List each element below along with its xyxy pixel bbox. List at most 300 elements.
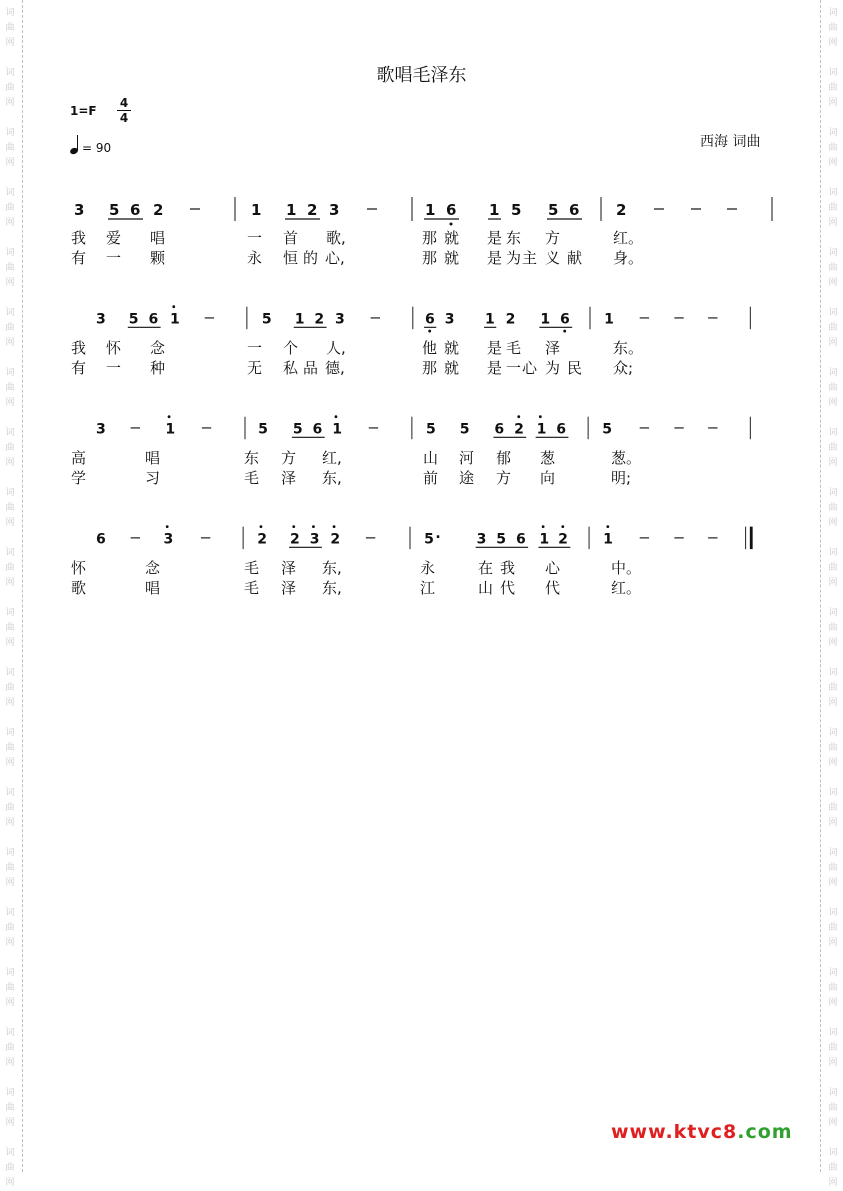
note: 1 <box>170 311 180 328</box>
watermark-char: 网 <box>5 878 15 888</box>
note: 2 <box>330 531 341 548</box>
lyric: 是 <box>487 339 503 357</box>
time-signature <box>117 96 131 125</box>
watermark-char: 网 <box>828 698 838 708</box>
watermark-char: 词 <box>5 308 15 318</box>
time-signature-bottom: 4 <box>117 110 131 125</box>
lyric: 众; <box>613 359 634 377</box>
lyric: 怀 <box>71 559 87 577</box>
watermark-char: 网 <box>828 638 838 648</box>
watermark-char: 网 <box>828 998 838 1008</box>
note: 1 <box>540 311 551 328</box>
watermark-char: 词 <box>5 1028 15 1038</box>
watermark-char: 词 <box>5 188 15 198</box>
watermark-char: 词 <box>828 308 838 318</box>
lyric: 念 <box>150 339 166 357</box>
note: 5 <box>496 531 507 548</box>
watermark-char: 网 <box>828 818 838 828</box>
note: 5 <box>548 201 559 219</box>
watermark-text <box>3 726 17 771</box>
watermark-char: 词 <box>828 488 838 498</box>
lyric: 东, <box>322 579 342 597</box>
watermark-char: 网 <box>828 878 838 888</box>
high-octave-dot <box>312 525 315 528</box>
watermark-char: 曲 <box>828 503 838 513</box>
watermark-char: 网 <box>828 38 838 48</box>
watermark-char: 网 <box>5 938 15 948</box>
right-border <box>820 0 821 1172</box>
lyric: 一 <box>106 249 122 267</box>
watermark-char: 曲 <box>828 383 838 393</box>
lyric: 中。 <box>611 559 642 577</box>
watermark-char: 曲 <box>828 923 838 933</box>
key-signature: 1=F <box>70 104 97 118</box>
lyric: 东, <box>322 469 342 487</box>
watermark-char: 曲 <box>5 23 15 33</box>
song-title: 歌唱毛泽东 <box>376 65 467 86</box>
high-octave-dot <box>292 525 295 528</box>
low-octave-dot <box>563 330 566 333</box>
lyric: 方 <box>496 469 512 487</box>
lyric: 那 <box>422 229 438 247</box>
lyric: 江 <box>420 579 436 597</box>
note: 2 <box>558 531 568 548</box>
note: 6 <box>560 311 570 328</box>
note: 1 <box>603 531 613 548</box>
watermark-char: 词 <box>5 68 15 78</box>
watermark-char: 曲 <box>5 803 15 813</box>
watermark-char: 网 <box>5 698 15 708</box>
watermark-char: 词 <box>828 1148 838 1158</box>
note: 1 <box>165 421 176 438</box>
watermark-text <box>3 6 17 51</box>
lyric: 民 <box>567 359 583 377</box>
lyric: 高 <box>71 449 87 467</box>
high-octave-dot <box>542 525 545 528</box>
logo-part-www: www. <box>611 1121 674 1143</box>
note: 3 <box>74 201 85 219</box>
lyric: 泽 <box>281 579 297 597</box>
lyric: 红, <box>322 449 342 467</box>
watermark-text <box>3 966 17 1011</box>
note: 2 <box>257 531 267 548</box>
lyric: 我 <box>500 559 516 577</box>
lyric: 学 <box>71 469 87 487</box>
logo-part-name: ktvc8 <box>673 1121 738 1143</box>
lyric: 一 <box>247 339 263 357</box>
note: 5 <box>292 421 303 438</box>
high-octave-dot <box>606 525 609 528</box>
watermark-char: 词 <box>828 668 838 678</box>
lyric: 葱 <box>540 449 556 467</box>
lyric: 主 <box>522 249 538 267</box>
watermark-char: 曲 <box>828 23 838 33</box>
watermark-char: 网 <box>5 818 15 828</box>
left-border <box>22 0 23 1172</box>
low-octave-dot <box>428 330 431 333</box>
lyric: 颗 <box>150 249 166 267</box>
lyric: 在 <box>478 559 494 577</box>
high-octave-dot <box>333 525 336 528</box>
watermark-char: 词 <box>828 188 838 198</box>
lyric: 私 <box>283 359 299 377</box>
watermark-char: 网 <box>828 458 838 468</box>
watermark-char: 曲 <box>5 923 15 933</box>
watermark-char: 网 <box>5 758 15 768</box>
watermark-text <box>3 786 17 831</box>
lyric: 山 <box>478 579 494 597</box>
watermark-char: 曲 <box>828 1103 838 1113</box>
watermark-char: 网 <box>5 458 15 468</box>
note: 5 <box>602 421 612 438</box>
watermark-char: 词 <box>5 968 15 978</box>
high-octave-dot <box>260 525 263 528</box>
watermark-char: 词 <box>828 908 838 918</box>
lyric: 泽 <box>281 559 297 577</box>
watermark-char: 网 <box>5 638 15 648</box>
note: 6 <box>425 311 435 328</box>
note: 5 <box>425 421 436 438</box>
watermark-text <box>826 906 840 951</box>
note: 2 <box>314 311 325 328</box>
note: 1 <box>539 531 550 548</box>
watermark-char: 网 <box>828 218 838 228</box>
watermark-char: 词 <box>5 488 15 498</box>
time-signature-top: 4 <box>119 96 129 110</box>
watermark-char: 网 <box>828 758 838 768</box>
watermark-char: 词 <box>828 248 838 258</box>
watermark-char: 词 <box>828 1028 838 1038</box>
lyric: 我 <box>71 339 87 357</box>
watermark-char: 词 <box>828 608 838 618</box>
note: 1 <box>536 421 547 438</box>
lyric: 怀 <box>106 339 122 357</box>
lyric: 河 <box>459 449 475 467</box>
watermark-char: 曲 <box>5 83 15 93</box>
watermark-char: 网 <box>5 338 15 348</box>
watermark-char: 网 <box>5 998 15 1008</box>
watermark-text <box>3 1086 17 1131</box>
watermark-char: 曲 <box>5 983 15 993</box>
watermark-char: 曲 <box>5 203 15 213</box>
note: 1 <box>485 311 495 328</box>
watermark-char: 网 <box>5 158 15 168</box>
watermark-text <box>3 906 17 951</box>
notation-row-2 <box>60 302 790 332</box>
lyric: 为 <box>545 359 561 377</box>
note: 1 <box>489 201 500 219</box>
watermark-char: 词 <box>5 8 15 18</box>
watermark-char: 词 <box>828 848 838 858</box>
watermark-char: 词 <box>828 788 838 798</box>
lyric: 那 <box>422 359 438 377</box>
watermark-char: 网 <box>5 398 15 408</box>
note: 3 <box>444 311 455 328</box>
watermark-text <box>826 186 840 231</box>
watermark-char: 词 <box>5 1148 15 1158</box>
note: 1 <box>332 421 342 438</box>
lyric: 无 <box>247 359 263 377</box>
watermark-text <box>3 1026 17 1071</box>
lyric: 泽 <box>545 339 561 357</box>
watermark-char: 曲 <box>5 323 15 333</box>
lyric: 前 <box>423 469 439 487</box>
watermark-char: 曲 <box>828 803 838 813</box>
lyric: 一 <box>247 229 263 247</box>
lyric: 东 <box>244 449 260 467</box>
watermark-text <box>826 6 840 51</box>
watermark-text <box>826 726 840 771</box>
lyric: 歌, <box>326 229 346 247</box>
note: 6 <box>494 421 505 438</box>
note: 3 <box>329 201 340 219</box>
lyric: 就 <box>444 229 460 247</box>
lyric: 爱 <box>106 229 122 247</box>
watermark-text <box>3 306 17 351</box>
note: 3 <box>476 531 487 548</box>
watermark-char: 词 <box>5 548 15 558</box>
watermark-char: 曲 <box>5 863 15 873</box>
watermark-text <box>826 966 840 1011</box>
lyric: 一 <box>106 359 122 377</box>
watermark-char: 曲 <box>5 563 15 573</box>
lyric: 就 <box>444 249 460 267</box>
note: 2 <box>616 201 627 219</box>
lyric: 方 <box>281 449 297 467</box>
watermark-text <box>826 786 840 831</box>
lyric: 心, <box>325 249 345 267</box>
watermark-char: 词 <box>828 1088 838 1098</box>
note: 2 <box>505 311 516 328</box>
low-octave-dot <box>450 223 453 226</box>
watermark-char: 曲 <box>828 683 838 693</box>
watermark-char: 网 <box>828 1118 838 1128</box>
lyric: 方 <box>545 229 561 247</box>
note: 6 <box>515 531 526 548</box>
watermark-char: 曲 <box>828 863 838 873</box>
watermark-char: 网 <box>828 338 838 348</box>
lyric: 葱。 <box>611 449 642 467</box>
lyric: 唱 <box>150 229 166 247</box>
lyric: 为 <box>506 249 522 267</box>
watermark-text <box>3 1146 17 1191</box>
lyric: 永 <box>247 249 263 267</box>
note: 6 <box>569 201 580 219</box>
tempo-value: = 90 <box>82 141 112 155</box>
watermark-text <box>826 846 840 891</box>
note: 5 <box>261 311 272 328</box>
note: 5 <box>459 421 470 438</box>
watermark-text <box>826 1146 840 1191</box>
watermark-char: 词 <box>828 428 838 438</box>
lyric: 我 <box>71 229 87 247</box>
lyric: 向 <box>540 469 556 487</box>
lyric: 毛 <box>244 469 260 487</box>
watermark-char: 网 <box>828 1058 838 1068</box>
watermark-char: 网 <box>5 278 15 288</box>
watermark-char: 词 <box>5 728 15 738</box>
watermark-text <box>826 306 840 351</box>
note: 5 <box>258 421 268 438</box>
lyric: 代 <box>500 579 516 597</box>
lyric: 毛 <box>244 579 260 597</box>
watermark-char: 曲 <box>5 683 15 693</box>
watermark-char: 网 <box>828 98 838 108</box>
watermark-char: 词 <box>5 1088 15 1098</box>
high-octave-dot <box>539 415 542 418</box>
lyric: 东, <box>322 559 342 577</box>
watermark-char: 网 <box>5 1118 15 1128</box>
note: 5 <box>128 311 139 328</box>
lyric: 毛 <box>506 339 522 357</box>
high-octave-dot <box>172 305 175 308</box>
notation-row-4 <box>60 521 790 551</box>
lyric: 身。 <box>613 249 644 267</box>
watermark-char: 曲 <box>5 443 15 453</box>
watermark-char: 曲 <box>828 1163 838 1173</box>
watermark-char: 网 <box>828 1178 838 1188</box>
watermark-char: 词 <box>828 728 838 738</box>
lyric: 念 <box>145 559 161 577</box>
watermark-char: 曲 <box>5 623 15 633</box>
lyric: 种 <box>150 359 166 377</box>
lyric: 恒 <box>283 249 299 267</box>
watermark-char: 词 <box>5 128 15 138</box>
note: 1 <box>286 201 297 219</box>
note: 1 <box>294 311 305 328</box>
high-octave-dot <box>166 525 169 528</box>
watermark-char: 网 <box>828 278 838 288</box>
watermark-char: 词 <box>5 428 15 438</box>
high-octave-dot <box>168 415 171 418</box>
watermark-char: 词 <box>828 548 838 558</box>
note: 1 <box>425 201 436 219</box>
note: 2 <box>153 201 164 219</box>
lyric: 红。 <box>613 229 644 247</box>
watermark-char: 曲 <box>828 983 838 993</box>
lyric: 一 <box>506 359 522 377</box>
watermark-char: 网 <box>5 578 15 588</box>
watermark-char: 网 <box>828 518 838 528</box>
site-logo[interactable] <box>611 1121 793 1143</box>
lyric: 唱 <box>145 449 161 467</box>
watermark-char: 网 <box>5 38 15 48</box>
watermark-char: 曲 <box>5 143 15 153</box>
watermark-char: 网 <box>5 98 15 108</box>
note: 6 <box>556 421 567 438</box>
watermark-char: 曲 <box>828 743 838 753</box>
note: 2 <box>290 531 300 548</box>
note: 5 <box>511 201 522 219</box>
lyric: 就 <box>444 339 460 357</box>
lyric: 那 <box>422 249 438 267</box>
watermark-char: 曲 <box>5 503 15 513</box>
watermark-text <box>826 486 840 531</box>
note: 6 <box>312 421 323 438</box>
note: 6 <box>130 201 141 219</box>
lyric: 歌 <box>71 579 87 597</box>
watermark-char: 词 <box>5 668 15 678</box>
watermark-text <box>826 126 840 171</box>
watermark-char: 曲 <box>5 1103 15 1113</box>
watermark-char: 词 <box>828 128 838 138</box>
watermark-char: 曲 <box>5 1043 15 1053</box>
watermark-text <box>3 126 17 171</box>
lyric: 是 <box>487 359 503 377</box>
watermark-text <box>3 606 17 651</box>
lyric: 途 <box>459 469 475 487</box>
lyric: 泽 <box>281 469 297 487</box>
lyric: 是 <box>487 249 503 267</box>
lyric: 唱 <box>145 579 161 597</box>
note: 3 <box>163 531 174 548</box>
watermark-text <box>826 426 840 471</box>
watermark-char: 曲 <box>828 263 838 273</box>
note: 6 <box>95 531 106 548</box>
watermark-char: 网 <box>828 578 838 588</box>
watermark-char: 词 <box>5 248 15 258</box>
note: 6 <box>446 201 457 219</box>
watermark-char: 词 <box>828 368 838 378</box>
notation-row-3 <box>60 412 790 442</box>
watermark-char: 曲 <box>5 743 15 753</box>
lyric: 德, <box>325 359 345 377</box>
watermark-char: 曲 <box>5 1163 15 1173</box>
watermark-text <box>826 606 840 651</box>
watermark-char: 网 <box>828 158 838 168</box>
watermark-text <box>3 186 17 231</box>
watermark-char: 曲 <box>5 383 15 393</box>
watermark-text <box>3 426 17 471</box>
watermark-text <box>3 246 17 291</box>
watermark-char: 词 <box>828 8 838 18</box>
watermark-char: 网 <box>828 938 838 948</box>
lyric: 红。 <box>611 579 642 597</box>
watermark-text <box>3 366 17 411</box>
watermark-char: 词 <box>5 788 15 798</box>
note: 3 <box>95 311 106 328</box>
watermark-char: 网 <box>5 518 15 528</box>
lyric: 心 <box>522 359 538 377</box>
watermark-text <box>826 546 840 591</box>
lyric: 他 <box>422 339 438 357</box>
watermark-char: 词 <box>5 848 15 858</box>
watermark-char: 网 <box>5 1058 15 1068</box>
logo-part-tld: .com <box>737 1121 793 1143</box>
quarter-note-stem <box>77 135 78 151</box>
watermark-char: 曲 <box>5 263 15 273</box>
lyric: 献 <box>567 249 583 267</box>
note: · <box>435 529 441 546</box>
lyric: 东 <box>506 229 522 247</box>
composer-credit: 西海 词曲 <box>700 134 761 150</box>
lyric: 有 <box>71 249 87 267</box>
watermark-char: 曲 <box>828 623 838 633</box>
watermark-text <box>3 546 17 591</box>
watermark-text <box>826 1026 840 1071</box>
watermark-char: 曲 <box>828 323 838 333</box>
watermark-text <box>826 366 840 411</box>
lyric: 就 <box>444 359 460 377</box>
note: 5 <box>109 201 120 219</box>
watermark-char: 曲 <box>828 83 838 93</box>
watermark-char: 词 <box>5 608 15 618</box>
note: 1 <box>251 201 262 219</box>
watermark-char: 网 <box>5 218 15 228</box>
watermark-char: 曲 <box>828 143 838 153</box>
watermark-text <box>3 486 17 531</box>
lyric: 是 <box>487 229 503 247</box>
